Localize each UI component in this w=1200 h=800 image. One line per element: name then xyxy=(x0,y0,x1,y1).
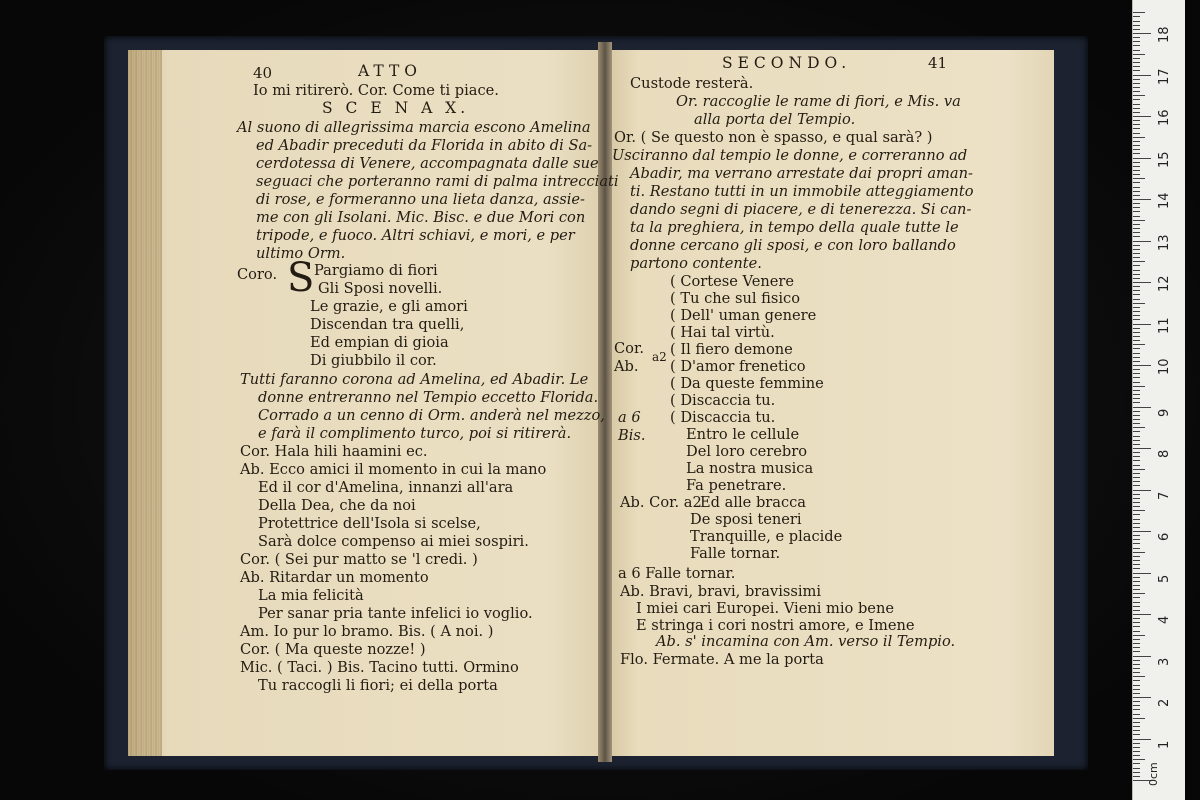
ruler-tick xyxy=(1133,593,1145,594)
ruler-tick xyxy=(1133,473,1140,474)
text-line: Tutti faranno corona ad Amelina, ed Abadir. Le xyxy=(240,371,589,388)
ruler-tick xyxy=(1133,577,1140,578)
ruler-tick xyxy=(1133,440,1140,441)
ruler-tick xyxy=(1133,722,1140,723)
text-line: Ab. s' incamina con Am. verso il Tempio. xyxy=(656,633,956,650)
ruler-tick xyxy=(1133,29,1140,30)
speaker-label: Cor. xyxy=(614,340,644,357)
ruler-tick xyxy=(1133,133,1140,134)
ruler-tick xyxy=(1133,423,1140,424)
text-line: ed Abadir preceduti da Florida in abito di Sa- xyxy=(256,137,593,154)
ruler-tick xyxy=(1133,124,1140,125)
ruler-tick xyxy=(1133,701,1140,702)
ruler-number: 14 xyxy=(1157,192,1172,209)
ruler-tick xyxy=(1133,228,1140,229)
ruler-tick xyxy=(1133,597,1140,598)
ruler-tick xyxy=(1133,759,1145,760)
ruler-tick xyxy=(1133,353,1140,354)
ruler-tick xyxy=(1133,452,1140,453)
ruler-tick xyxy=(1133,527,1140,528)
ruler-tick xyxy=(1133,91,1140,92)
text-line: cerdotessa di Venere, accompagnata dalle sue xyxy=(256,155,599,172)
text-line: Protettrice dell'Isola si scelse, xyxy=(258,515,481,532)
ruler-tick xyxy=(1133,54,1145,55)
ruler-tick xyxy=(1133,216,1140,217)
ruler-tick xyxy=(1133,369,1140,370)
ruler-tick xyxy=(1133,407,1151,408)
text-line: Flo. Fermate. A me la porta xyxy=(620,651,824,668)
ruler-tick xyxy=(1133,411,1140,412)
ruler-tick xyxy=(1133,112,1140,113)
verse-line: Discendan tra quelli, xyxy=(310,316,465,333)
ruler-tick xyxy=(1133,311,1140,312)
ruler-tick xyxy=(1133,427,1145,428)
ruler-number: 2 xyxy=(1157,698,1172,707)
ruler-tick xyxy=(1133,510,1145,511)
ruler-tick xyxy=(1133,676,1145,677)
ruler-tick xyxy=(1133,751,1140,752)
ruler-tick xyxy=(1133,145,1140,146)
ruler-tick xyxy=(1133,639,1140,640)
ruler-tick xyxy=(1133,137,1145,138)
ruler-tick xyxy=(1133,469,1145,470)
verse-line: Pargiamo di fiori xyxy=(314,262,438,279)
page-number: 41 xyxy=(928,54,948,72)
ruler-tick xyxy=(1133,257,1140,258)
ruler-tick xyxy=(1133,245,1140,246)
verse-line: Entro le cellule xyxy=(686,426,800,443)
ruler-tick xyxy=(1133,108,1140,109)
ruler-number: 15 xyxy=(1157,150,1172,168)
ruler-tick xyxy=(1133,12,1145,13)
ruler-tick xyxy=(1133,278,1140,279)
ruler-tick xyxy=(1133,602,1140,603)
ruler-tick xyxy=(1133,456,1140,457)
ruler-tick xyxy=(1133,319,1140,320)
text-line: partono contente. xyxy=(630,255,762,272)
ruler-tick xyxy=(1133,573,1151,574)
text-line: Cor. Hala hili haamini ec. xyxy=(240,443,428,460)
ruler-tick xyxy=(1133,398,1140,399)
text-line: Abadir, ma verrano arrestate dai propri aman- xyxy=(630,165,973,182)
ruler-tick xyxy=(1133,162,1140,163)
ruler-tick xyxy=(1133,116,1151,117)
ruler-number: 16 xyxy=(1157,109,1172,126)
ruler-tick xyxy=(1133,415,1140,416)
ruler-tick xyxy=(1133,21,1140,22)
text-line: Or. raccoglie le rame di fiori, e Mis. va xyxy=(676,93,961,110)
text-line: Cor. ( Sei pur matto se 'l credi. ) xyxy=(240,551,478,568)
text-line: Al suono di allegrissima marcia escono Amelina xyxy=(237,119,591,136)
ruler-tick xyxy=(1133,718,1145,719)
verse-line: ( Il fiero demone xyxy=(670,341,793,358)
verse-line: De sposi teneri xyxy=(690,511,802,528)
ruler-tick xyxy=(1133,344,1145,345)
text-line: I miei cari Europei. Vieni mio bene xyxy=(636,600,894,617)
text-line: ti. Restano tutti in un immobile atteggiamento xyxy=(630,183,974,200)
text-line: a 6 Falle tornar. xyxy=(618,565,736,582)
ruler-number: 4 xyxy=(1157,615,1172,624)
ruler-tick xyxy=(1133,307,1140,308)
ruler-tick xyxy=(1133,265,1140,266)
ruler-tick xyxy=(1133,726,1140,727)
ruler-tick xyxy=(1133,514,1140,515)
text-line: Cor. ( Ma queste nozze! ) xyxy=(240,641,426,658)
ruler-tick xyxy=(1133,203,1140,204)
ruler-tick xyxy=(1133,207,1140,208)
ruler-tick xyxy=(1133,249,1140,250)
ruler-tick xyxy=(1133,58,1140,59)
text-line: Am. Io pur lo bramo. Bis. ( A noi. ) xyxy=(240,623,494,640)
ruler-number: 13 xyxy=(1157,233,1172,251)
ruler-tick xyxy=(1133,166,1140,167)
text-line: donne entreranno nel Tempio eccetto Florida. xyxy=(258,389,599,406)
ruler-number: 11 xyxy=(1157,316,1172,334)
drop-cap: S xyxy=(287,255,315,301)
ruler-number: 17 xyxy=(1157,67,1172,85)
ruler-tick xyxy=(1133,324,1151,325)
ruler-tick xyxy=(1133,622,1140,623)
ruler-tick xyxy=(1133,465,1140,466)
ruler-tick xyxy=(1133,45,1140,46)
speaker-label: Bis. xyxy=(618,427,646,444)
ruler-tick xyxy=(1133,656,1151,657)
ruler-tick xyxy=(1133,680,1140,681)
ruler-tick xyxy=(1133,390,1140,391)
ruler-tick xyxy=(1133,382,1140,383)
ruler-tick xyxy=(1133,191,1140,192)
measuring-ruler xyxy=(1132,0,1185,800)
ruler-tick xyxy=(1133,402,1140,403)
ruler-tick xyxy=(1133,626,1140,627)
ruler-tick xyxy=(1133,357,1140,358)
ruler-tick xyxy=(1133,270,1140,271)
ruler-tick xyxy=(1133,647,1140,648)
ruler-tick xyxy=(1133,365,1151,366)
ruler-number: 6 xyxy=(1157,532,1172,541)
ruler-tick xyxy=(1133,386,1145,387)
ruler-tick xyxy=(1133,361,1140,362)
ruler-tick xyxy=(1133,643,1140,644)
ruler-tick xyxy=(1133,431,1140,432)
ruler-tick xyxy=(1133,336,1140,337)
ruler-tick xyxy=(1133,95,1145,96)
ruler-tick xyxy=(1133,224,1140,225)
ruler-number: 10 xyxy=(1157,358,1172,375)
ruler-tick xyxy=(1133,286,1140,287)
verse-line: Fa penetrare. xyxy=(686,477,787,494)
page-number: 40 xyxy=(253,64,273,82)
ruler-tick xyxy=(1133,419,1140,420)
text-line: alla porta del Tempio. xyxy=(694,111,856,128)
text-line: Ab. Ecco amici il momento in cui la mano xyxy=(240,461,547,478)
ruler-tick xyxy=(1133,149,1140,150)
speaker-label: a2 xyxy=(652,350,667,364)
verse-line: Del loro cerebro xyxy=(686,443,808,460)
ruler-tick xyxy=(1133,16,1140,17)
running-head: ATTO xyxy=(358,62,423,80)
ruler-tick xyxy=(1133,187,1140,188)
text-line: E stringa i cori nostri amore, e Imene xyxy=(636,617,915,634)
ruler-tick xyxy=(1133,755,1140,756)
ruler-tick xyxy=(1133,556,1140,557)
ruler-tick xyxy=(1133,261,1145,262)
ruler-tick xyxy=(1133,668,1140,669)
ruler-tick xyxy=(1133,253,1140,254)
ruler-tick xyxy=(1133,776,1140,777)
ruler-tick xyxy=(1133,506,1140,507)
ruler-tick xyxy=(1133,568,1140,569)
text-line: ta la preghiera, in tempo della quale tutte le xyxy=(630,219,959,236)
ruler-tick xyxy=(1133,448,1151,449)
ruler-tick xyxy=(1133,373,1140,374)
ruler-tick xyxy=(1133,195,1140,196)
text-line: Usciranno dal tempio le donne, e correranno ad xyxy=(612,147,968,164)
ruler-tick xyxy=(1133,328,1140,329)
ruler-tick xyxy=(1133,743,1140,744)
ruler-tick xyxy=(1133,697,1151,698)
ruler-tick xyxy=(1133,548,1140,549)
text-line: Or. ( Se questo non è spasso, e qual sarà? ) xyxy=(614,129,933,146)
ruler-tick xyxy=(1133,531,1151,532)
text-line: tripode, e fuoco. Altri schiavi, e mori, e per xyxy=(256,227,575,244)
ruler-number: 12 xyxy=(1157,275,1172,292)
verse-line: Gli Sposi novelli. xyxy=(318,280,443,297)
ruler-tick xyxy=(1133,519,1140,520)
ruler-tick xyxy=(1133,340,1140,341)
ruler-tick xyxy=(1133,70,1140,71)
verse-line: ( D'amor frenetico xyxy=(670,358,806,375)
ruler-tick xyxy=(1133,685,1140,686)
text-line: La mia felicità xyxy=(258,587,364,604)
ruler-tick xyxy=(1133,290,1140,291)
ruler-tick xyxy=(1133,299,1140,300)
ruler-tick xyxy=(1133,282,1151,283)
ruler-tick xyxy=(1133,734,1140,735)
ruler-tick xyxy=(1133,220,1145,221)
ruler-number: 3 xyxy=(1157,657,1172,666)
text-line: me con gli Isolani. Mic. Bisc. e due Mori con xyxy=(256,209,586,226)
ruler-tick xyxy=(1133,494,1140,495)
book-gutter xyxy=(598,42,612,762)
text-line: Custode resterà. xyxy=(630,75,754,92)
scene-heading: S C E N A X. xyxy=(322,99,470,117)
verse-line: ( Cortese Venere xyxy=(670,273,795,290)
text-line: Della Dea, che da noi xyxy=(258,497,416,514)
ruler-tick xyxy=(1133,315,1140,316)
ruler-tick xyxy=(1133,174,1140,175)
ruler-tick xyxy=(1133,128,1140,129)
ruler-number: 18 xyxy=(1157,26,1172,43)
text-line: e farà il complimento turco, poi si ritirerà. xyxy=(258,425,572,442)
ruler-tick xyxy=(1133,87,1140,88)
ruler-tick xyxy=(1133,211,1140,212)
ruler-tick xyxy=(1133,236,1140,237)
verse-line: ( Discaccia tu. xyxy=(670,409,776,426)
speaker-label: Coro. xyxy=(237,266,278,283)
ruler-number: 7 xyxy=(1157,491,1172,500)
running-head: SECONDO. xyxy=(722,54,852,72)
text-line: dando segni di piacere, e di tenerezza. Si can- xyxy=(630,201,972,218)
ruler-tick xyxy=(1133,182,1140,183)
ruler-number: 5 xyxy=(1157,574,1172,583)
verse-line: Falle tornar. xyxy=(690,545,781,562)
verse-line: Le grazie, e gli amori xyxy=(310,298,468,315)
ruler-tick xyxy=(1133,664,1140,665)
verse-line: Ed empian di gioia xyxy=(310,334,449,351)
verse-line: ( Dell' uman genere xyxy=(670,307,817,324)
ruler-tick xyxy=(1133,75,1151,76)
ruler-tick xyxy=(1133,79,1140,80)
text-line: Mic. ( Taci. ) Bis. Tacino tutti. Ormino xyxy=(240,659,519,676)
verse-line: Di giubbilo il cor. xyxy=(310,352,437,369)
ruler-tick xyxy=(1133,62,1140,63)
verse-line: ( Hai tal virtù. xyxy=(670,324,775,341)
ruler-tick xyxy=(1133,141,1140,142)
ruler-tick xyxy=(1133,539,1140,540)
text-line: donne cercano gli sposi, e con loro ballando xyxy=(630,237,956,254)
ruler-number: 1 xyxy=(1157,740,1172,749)
ruler-tick xyxy=(1133,294,1140,295)
speaker-label: Ab. Cor. a2 xyxy=(620,494,702,511)
ruler-tick xyxy=(1133,523,1140,524)
ruler-tick xyxy=(1133,477,1140,478)
ruler-tick xyxy=(1133,460,1140,461)
text-line: Ab. Ritardar un momento xyxy=(240,569,429,586)
ruler-tick xyxy=(1133,614,1151,615)
ruler-tick xyxy=(1133,178,1145,179)
ruler-tick xyxy=(1133,693,1140,694)
speaker-label: a 6 xyxy=(618,409,641,426)
ruler-unit-label: 0cm xyxy=(1147,762,1160,786)
ruler-tick xyxy=(1133,120,1140,121)
ruler-tick xyxy=(1133,99,1140,100)
ruler-tick xyxy=(1133,25,1140,26)
ruler-tick xyxy=(1133,50,1140,51)
ruler-tick xyxy=(1133,498,1140,499)
ruler-tick xyxy=(1133,83,1140,84)
ruler-tick xyxy=(1133,772,1140,773)
verse-line: ( Tu che sul fisico xyxy=(670,290,800,307)
text-line: seguaci che porteranno rami di palma intrecciati xyxy=(256,173,619,190)
ruler-tick xyxy=(1133,631,1140,632)
ruler-tick xyxy=(1133,763,1140,764)
text-line: Ed il cor d'Amelina, innanzi all'ara xyxy=(258,479,514,496)
page-edges xyxy=(128,50,162,756)
ruler-number: 9 xyxy=(1157,408,1172,417)
ruler-tick xyxy=(1133,689,1140,690)
ruler-tick xyxy=(1133,502,1140,503)
ruler-tick xyxy=(1133,303,1145,304)
verse-line: Ed alle bracca xyxy=(700,494,807,511)
ruler-tick xyxy=(1133,610,1140,611)
ruler-tick xyxy=(1133,560,1140,561)
ruler-tick xyxy=(1133,739,1151,740)
verse-line: ( Da queste femmine xyxy=(670,375,824,392)
ruler-tick xyxy=(1133,747,1140,748)
ruler-tick xyxy=(1133,241,1151,242)
ruler-tick xyxy=(1133,730,1140,731)
ruler-tick xyxy=(1133,232,1140,233)
ruler-tick xyxy=(1133,33,1151,34)
ruler-tick xyxy=(1133,564,1140,565)
ruler-tick xyxy=(1133,104,1140,105)
ruler-tick xyxy=(1133,635,1145,636)
ruler-tick xyxy=(1133,332,1140,333)
ruler-tick xyxy=(1133,377,1140,378)
verse-line: ( Discaccia tu. xyxy=(670,392,776,409)
ruler-tick xyxy=(1133,66,1140,67)
ruler-tick xyxy=(1133,768,1140,769)
ruler-tick xyxy=(1133,589,1140,590)
text-line: Per sanar pria tante infelici io voglio. xyxy=(258,605,533,622)
ruler-tick xyxy=(1133,552,1145,553)
verse-line: La nostra musica xyxy=(686,460,814,477)
ruler-tick xyxy=(1133,37,1140,38)
text-line: Io mi ritirerò. Cor. Come ti piace. xyxy=(253,82,499,99)
ruler-tick xyxy=(1133,170,1140,171)
verse-line: Tranquille, e placide xyxy=(690,528,843,545)
text-line: di rose, e formeranno una lieta danza, assie- xyxy=(256,191,585,208)
ruler-tick xyxy=(1133,490,1151,491)
ruler-tick xyxy=(1133,274,1140,275)
ruler-tick xyxy=(1133,543,1140,544)
ruler-tick xyxy=(1133,660,1140,661)
ruler-tick xyxy=(1133,705,1140,706)
ruler-tick xyxy=(1133,444,1140,445)
ruler-tick xyxy=(1133,485,1140,486)
ruler-tick xyxy=(1133,618,1140,619)
ruler-tick xyxy=(1133,672,1140,673)
ruler-tick xyxy=(1133,394,1140,395)
ruler-tick xyxy=(1133,535,1140,536)
text-line: Sarà dolce compenso ai miei sospiri. xyxy=(258,533,529,550)
text-line: ultimo Orm. xyxy=(256,245,346,262)
ruler-tick xyxy=(1133,348,1140,349)
text-line: Ab. Bravi, bravi, bravissimi xyxy=(620,583,822,600)
ruler-number: 8 xyxy=(1157,449,1172,458)
speaker-label: Ab. xyxy=(614,358,639,375)
ruler-tick xyxy=(1133,606,1140,607)
ruler-tick xyxy=(1133,436,1140,437)
text-line: Tu raccogli li fiori; ei della porta xyxy=(258,677,498,694)
ruler-tick xyxy=(1133,581,1140,582)
ruler-tick xyxy=(1133,714,1140,715)
ruler-tick xyxy=(1133,651,1140,652)
ruler-tick xyxy=(1133,158,1151,159)
ruler-tick xyxy=(1133,481,1140,482)
ruler-tick xyxy=(1133,709,1140,710)
ruler-tick xyxy=(1133,41,1140,42)
ruler-tick xyxy=(1133,199,1151,200)
ruler-tick xyxy=(1133,585,1140,586)
text-line: Corrado a un cenno di Orm. anderà nel mezzo, xyxy=(258,407,605,424)
ruler-tick xyxy=(1133,153,1140,154)
